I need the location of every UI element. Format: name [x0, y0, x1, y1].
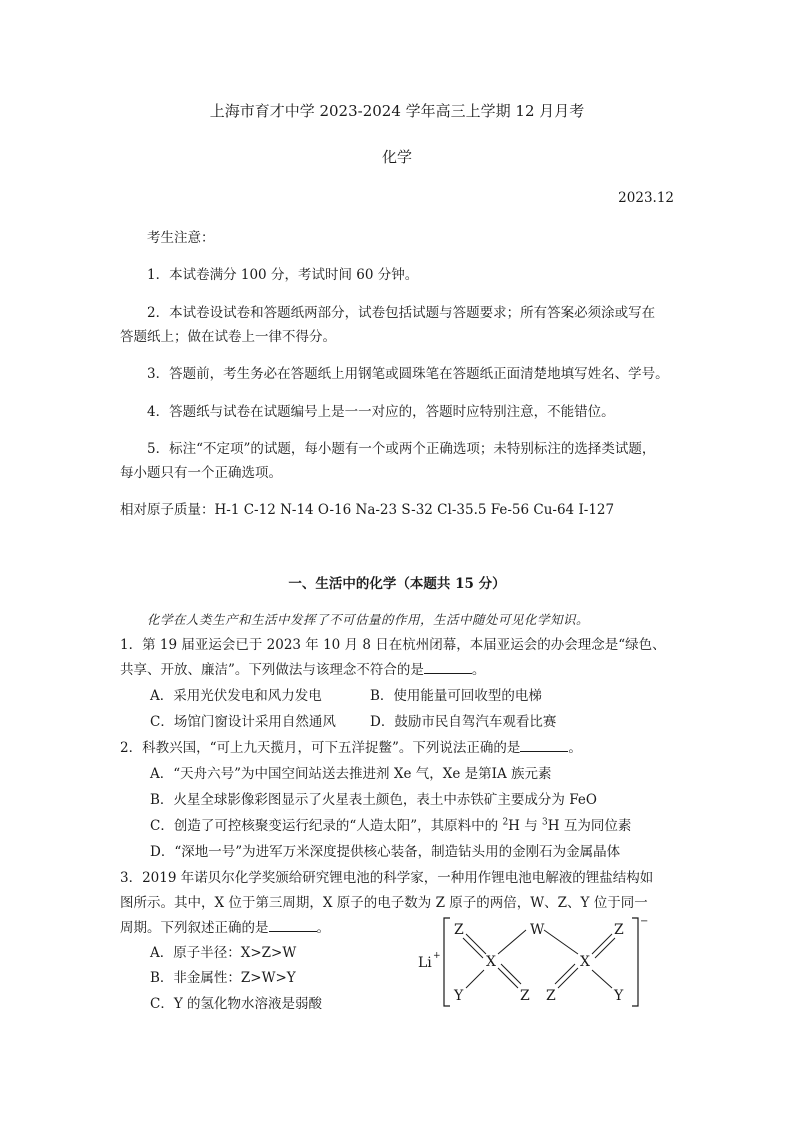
atomic-mass-line: 相对原子质量：H-1 C-12 N-14 O-16 Na-23 S-32 Cl-35.5 Fe-56 Cu-64 I-127: [120, 502, 615, 518]
bond-x-w-left: [498, 930, 526, 954]
q2-option-a: A．“天舟六号”为中国空间站送去推进剂 Xe 气，Xe 是第ⅠA 族元素: [150, 766, 552, 782]
q2-option-c: C．创造了可控核聚变运行纪录的“人造太阳”，其原料中的 $^2$H 与 $^3$H 互为同位素: [150, 817, 632, 834]
cation-charge: +: [433, 951, 441, 961]
atom-y-left: Y: [454, 988, 464, 1004]
q1-option-c: C．场馆门窗设计采用自然通风: [150, 714, 336, 730]
atom-z-top-left: Z: [454, 922, 464, 938]
answer-blank[interactable]: [520, 739, 568, 752]
q2-option-b: B．火星全球影像彩图显示了火星表土颜色，表土中赤铁矿主要成分为 FeO: [150, 792, 597, 808]
bond-w-x-right: [544, 930, 578, 954]
q1-option-a: A．采用光伏发电和风力发电: [150, 688, 322, 704]
bond-x-y-right: [592, 970, 612, 988]
q3-option-a: A．原子半径：X>Z>W: [150, 945, 297, 961]
atom-z-top-right: Z: [614, 922, 624, 938]
section-title: 一、生活中的化学（本题共 15 分）: [288, 576, 506, 592]
answer-blank[interactable]: [424, 661, 472, 674]
q3-option-b: B．非金属性：Z>W>Y: [150, 970, 296, 986]
atom-y-right: Y: [614, 988, 624, 1004]
anion-charge: −: [640, 916, 649, 927]
notice-item-2: 2．本试卷设试卷和答题纸两部分，试卷包括试题与答题要求；所有答案必须涂或写在: [147, 305, 656, 321]
q2-stem: 2．科教兴国，“可上九天揽月，可下五洋捉鳖”。下列说法正确的是 。: [120, 740, 582, 756]
q3-stem-line1: 3．2019 年诺贝尔化学奖颁给研究锂电池的科学家，一种用作锂电池电解液的锂盐结构如: [120, 870, 654, 886]
atom-z-bottom-right: Z: [546, 988, 556, 1004]
q3-stem-line3: 周期。下列叙述正确的是 。: [120, 920, 330, 936]
q3-option-c: C．Y 的氢化物水溶液是弱酸: [150, 996, 323, 1012]
bond-x-y-left: [466, 970, 484, 988]
lithium-salt-structure-diagram: [410, 912, 650, 1012]
q1-option-b: B．使用能量可回收型的电梯: [370, 688, 542, 704]
q1-option-d: D．鼓励市民自驾汽车观看比赛: [370, 714, 557, 730]
notice-item-4: 4．答题纸与试卷在试题编号上是一一对应的，答题时应特别注意，不能错位。: [147, 404, 615, 420]
q3-stem-line2: 图所示。其中，X 位于第三周期，X 原子的电子数为 Z 原子的两倍，W、Z、Y 位于同一: [120, 895, 648, 911]
exam-date: 2023.12: [618, 190, 674, 206]
subject-title: 化学: [381, 148, 412, 166]
notice-heading: 考生注意：: [147, 230, 215, 246]
right-bracket: [632, 918, 638, 1006]
cation-label: Li: [418, 955, 432, 971]
atom-x-right: X: [580, 954, 590, 970]
notice-item-3: 3．答题前，考生务必在答题纸上用钢笔或圆珠笔在答题纸正面清楚地填写姓名、学号。: [147, 366, 669, 382]
notice-item-5: 5．标注“不定项”的试题，每小题有一个或两个正确选项；未特别标注的选择类试题，: [147, 441, 656, 457]
q1-stem-line2: 共享、开放、廉洁”。下列做法与该理念不符合的是 。: [120, 662, 486, 678]
notice-item-5-cont: 每小题只有一个正确选项。: [120, 465, 282, 481]
left-bracket: [444, 918, 450, 1006]
answer-blank[interactable]: [269, 919, 317, 932]
paper-title: 上海市育才中学 2023-2024 学年高三上学期 12 月月考: [209, 102, 585, 120]
section-intro: 化学在人类生产和生活中发挥了不可估量的作用，生活中随处可见化学知识。: [147, 612, 590, 627]
q1-stem-line1: 1．第 19 届亚运会已于 2023 年 10 月 8 日在杭州闭幕，本届亚运会的办会理念是“绿色、: [120, 637, 666, 653]
atom-w: W: [530, 922, 545, 938]
q2-option-d: D．“深地一号”为进军万米深度提供核心装备，制造钻头用的金刚石为金属晶体: [150, 844, 621, 860]
atom-x-left: X: [486, 954, 496, 970]
atom-z-bottom-left: Z: [520, 988, 530, 1004]
notice-item-2-cont: 答题纸上；做在试卷上一律不得分。: [120, 329, 336, 345]
notice-item-1: 1．本试卷满分 100 分，考试时间 60 分钟。: [147, 267, 419, 283]
